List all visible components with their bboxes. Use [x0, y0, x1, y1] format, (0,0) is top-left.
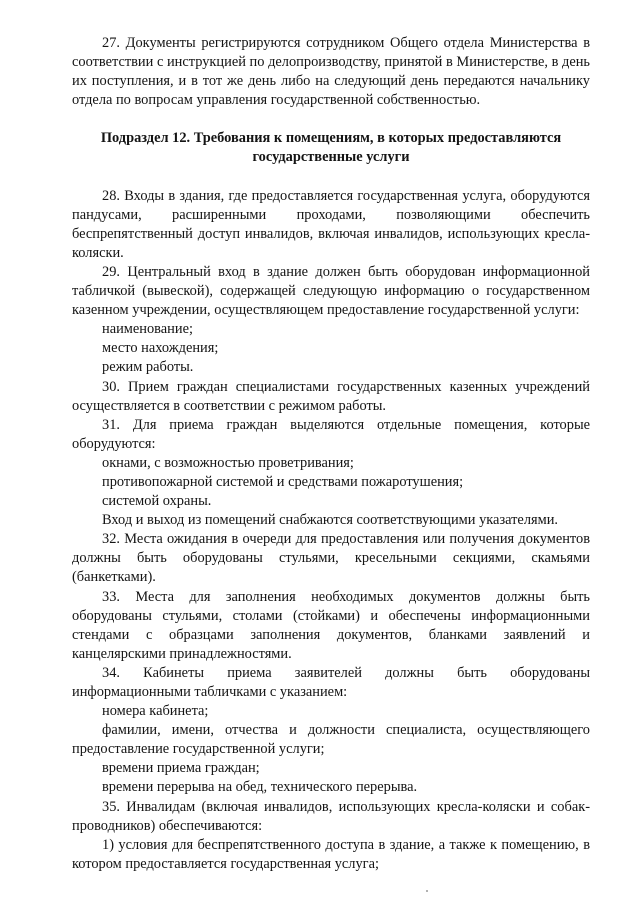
list-item: режим работы. [102, 359, 194, 376]
paragraph: 1) условия для беспрепятственного доступа в здание, а также к помещению, в котором предоставляется государственная услуга; [72, 836, 590, 872]
paragraph: 33. Места для заполнения необходимых документов должны быть оборудованы стульями, столами (стойками) и обеспечены информационными стендами с образцами заполнения документов, бланками заявлений и канцелярскими принадлежностями. [72, 588, 590, 662]
list-item: времени приема граждан; [102, 760, 260, 777]
paragraph: 29. Центральный вход в здание должен быть оборудован информационной табличкой (вывеской), содержащей следующую информацию о государственном казенном учреждении, осуществляющем предоставление государственной услуги: [72, 263, 590, 319]
paragraph: 31. Для приема граждан выделяются отдельные помещения, которые оборудуются: [72, 416, 590, 452]
document-body [72, 187, 590, 874]
paragraph-27: 27. Документы регистрируются сотрудником Общего отдела Министерства в соответствии с инструкцией по делопроизводству, принятой в Министерстве, в день их поступления, и в тот же день либо на следующий день передаются начальнику отдела по вопросам управления государственной собственностью. [72, 35, 590, 109]
list-item: системой охраны. [102, 493, 212, 510]
list-item: противопожарной системой и средствами пожаротушения; [102, 473, 464, 490]
paragraph: 32. Места ожидания в очереди для предоставления или получения документов должны быть оборудованы стульями, кресельными секциями, скамьями (банкетками). [72, 531, 590, 586]
list-item: номера кабинета; [102, 703, 209, 720]
list-item: окнами, с возможностью проветривания; [102, 454, 354, 471]
spacer [72, 168, 590, 187]
section-heading: Подраздел 12. Требования к помещениям, в которых предоставляются государственные услуги [100, 130, 562, 166]
paragraph: Вход и выход из помещений снабжаются соответствующими указателями. [102, 512, 559, 529]
list-item: наименование; [102, 321, 193, 338]
paragraph: 30. Прием граждан специалистами государственных казенных учреждений осуществляется в соответствии с режимом работы. [72, 378, 590, 414]
list-item: место нахождения; [102, 340, 219, 357]
paragraph: 35. Инвалидам (включая инвалидов, использующих кресла-коляски и собак-проводников) обеспечиваются: [72, 798, 590, 834]
document-page [72, 34, 590, 874]
paragraph: фамилии, имени, отчества и должности специалиста, осуществляющего предоставление государственной услуги; [72, 722, 590, 758]
paragraph: 28. Входы в здания, где предоставляется государственная услуга, оборудуются пандусами, расширенными проходами, позволяющими обеспечить беспрепятственный доступ инвалидов, включая инвалидов, использующих кресла-коляски. [72, 187, 590, 261]
spacer [72, 110, 590, 129]
paragraph: 34. Кабинеты приема заявителей должны быть оборудованы информационными табличками с указанием: [72, 664, 590, 700]
scan-speck [426, 890, 428, 892]
list-item: времени перерыва на обед, технического перерыва. [102, 779, 418, 796]
